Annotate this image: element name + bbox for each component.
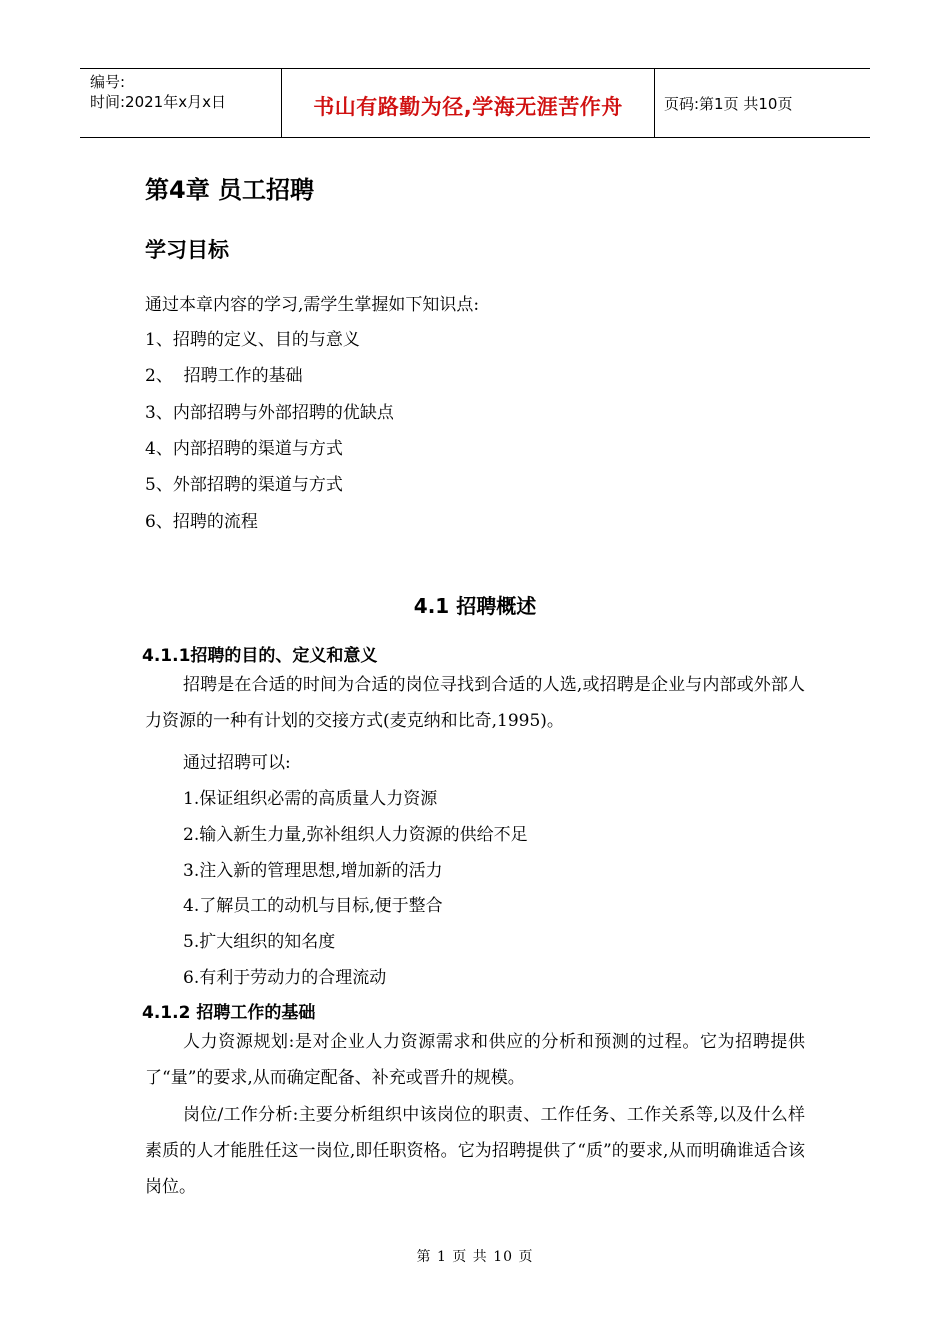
- list-item: 4.了解员工的动机与目标,便于整合: [183, 896, 443, 916]
- objective-item: 6、招聘的流程: [145, 512, 258, 532]
- motto: 书山有路勤为径,学海无涯苦作舟: [313, 95, 623, 119]
- list-item: 3.注入新的管理思想,增加新的活力: [183, 861, 443, 881]
- time-label: 时间:2021年x月x日: [90, 93, 226, 111]
- paragraph-lead: 通过招聘可以:: [183, 753, 291, 773]
- number-label: 编号:: [90, 73, 126, 91]
- objectives-intro: 通过本章内容的学习,需学生掌握如下知识点:: [145, 295, 480, 315]
- objective-item: 2、 招聘工作的基础: [145, 366, 303, 386]
- header-page-cell: [654, 69, 870, 137]
- list-item: 2.输入新生力量,弥补组织人力资源的供给不足: [183, 825, 528, 845]
- chapter-title: 第4章 员工招聘: [145, 176, 315, 204]
- header-motto-cell: [281, 69, 655, 137]
- objective-item: 3、内部招聘与外部招聘的优缺点: [145, 403, 394, 423]
- subsection-title: 4.1.1招聘的目的、定义和意义: [142, 646, 378, 666]
- document-header: [80, 68, 870, 138]
- page-info: 页码:第1页 共10页: [664, 95, 793, 113]
- objective-item: 5、外部招聘的渠道与方式: [145, 475, 343, 495]
- list-item: 1.保证组织必需的高质量人力资源: [183, 789, 438, 809]
- header-info-cell: [80, 69, 280, 137]
- list-item: 6.有利于劳动力的合理流动: [183, 968, 387, 988]
- subsection-title: 4.1.2 招聘工作的基础: [142, 1003, 316, 1023]
- paragraph: 招聘是在合适的时间为合适的岗位寻找到合适的人选,或招聘是企业与内部或外部人力资源的一种有计划的交接方式(麦克纳和比奇,1995)。: [145, 675, 805, 731]
- list-item: 5.扩大组织的知名度: [183, 932, 336, 952]
- paragraph: 人力资源规划:是对企业人力资源需求和供应的分析和预测的过程。它为招聘提供了“量”的要求,从而确定配备、补充或晋升的规模。: [145, 1032, 805, 1088]
- objectives-heading: 学习目标: [145, 238, 229, 262]
- objective-item: 4、内部招聘的渠道与方式: [145, 439, 343, 459]
- paragraph: 岗位/工作分析:主要分析组织中该岗位的职责、工作任务、工作关系等,以及什么样素质的人才能胜任这一岗位,即任职资格。它为招聘提供了“质”的要求,从而明确谁适合该岗位。: [145, 1105, 805, 1197]
- page-footer: 第 1 页 共 10 页: [416, 1249, 534, 1265]
- objective-item: 1、招聘的定义、目的与意义: [145, 330, 360, 350]
- section-title: 4.1 招聘概述: [413, 594, 537, 618]
